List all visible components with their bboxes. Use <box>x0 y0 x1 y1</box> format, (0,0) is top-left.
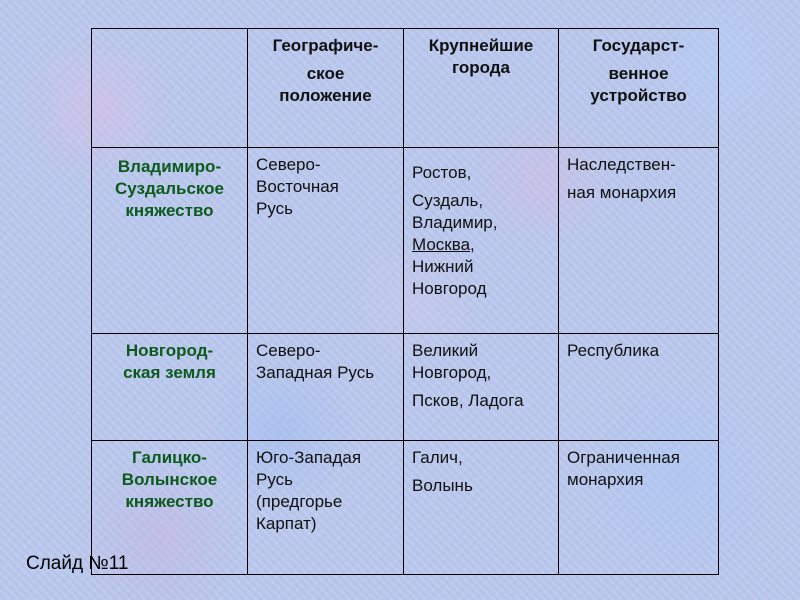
gov-cell <box>559 148 719 334</box>
city-line: Нижний <box>412 257 474 276</box>
header-row <box>92 29 719 148</box>
cities-cell <box>404 148 559 334</box>
header-cities <box>404 29 559 148</box>
city-comma: , <box>470 235 475 254</box>
gov-cell <box>559 334 719 441</box>
geo-line: Северо- <box>256 155 321 174</box>
header-gov-line-1: Государст- <box>592 36 685 55</box>
principalities-table <box>91 28 719 575</box>
city-line: Суздаль, <box>412 191 484 210</box>
city-line: Псков, Ладога <box>412 391 524 410</box>
city-line: Великий <box>412 341 479 360</box>
geo-line: (предгорье <box>256 492 343 511</box>
row-name-line: ская земля <box>123 363 216 382</box>
city-line: Волынь <box>412 476 473 495</box>
geo-line: Русь <box>256 199 294 218</box>
table-row <box>92 148 719 334</box>
geo-line: Северо- <box>256 341 321 360</box>
header-gov-line-3: устройство <box>590 86 687 105</box>
table-row <box>92 334 719 441</box>
city-line-moscow <box>412 234 550 256</box>
header-geo-line-2: ское <box>306 64 345 83</box>
geo-line: Юго-Западая <box>256 448 362 467</box>
city-line: Галич, <box>412 448 463 467</box>
geo-cell <box>248 148 404 334</box>
header-geo-line-3: положение <box>279 86 372 105</box>
city-line: Владимир, <box>412 213 498 232</box>
corner-cell <box>92 29 248 148</box>
city-line: Новгород, <box>412 363 492 382</box>
row-name-line: княжество <box>125 201 214 220</box>
row-name-novgorod <box>92 334 248 441</box>
row-name-vladimir <box>92 148 248 334</box>
header-gov-line-2: венное <box>608 64 669 83</box>
geo-cell <box>248 441 404 575</box>
header-cities-line-1: Крупнейшие <box>428 36 534 55</box>
cities-cell <box>404 441 559 575</box>
row-name-line: Владимиро- <box>117 157 222 176</box>
gov-line: монархия <box>567 470 644 489</box>
header-cities-line-2: города <box>451 58 511 77</box>
gov-line: Наследствен- <box>567 155 676 174</box>
geo-line: Западная Русь <box>256 363 375 382</box>
gov-line: ная монархия <box>567 183 677 202</box>
gov-line: Республика <box>567 341 660 360</box>
header-geo <box>248 29 404 148</box>
table-row <box>92 441 719 575</box>
gov-line: Ограниченная <box>567 448 680 467</box>
city-line: Ростов, <box>412 163 472 182</box>
city-line: Новгород <box>412 279 487 298</box>
gov-cell <box>559 441 719 575</box>
header-geo-line-1: Географиче- <box>272 36 379 55</box>
geo-line: Русь <box>256 470 294 489</box>
slide-number: Слайд №11 <box>26 553 129 574</box>
geo-cell <box>248 334 404 441</box>
row-name-line: Суздальское <box>114 179 225 198</box>
row-name-line: Галицко- <box>132 448 207 467</box>
geo-line: Восточная <box>256 177 339 196</box>
row-name-line: Волынское <box>121 470 218 489</box>
header-gov <box>559 29 719 148</box>
moscow-link[interactable]: Москва <box>412 235 471 254</box>
row-name-line: Новгород- <box>125 341 214 360</box>
cities-cell <box>404 334 559 441</box>
row-name-line: княжество <box>125 492 214 511</box>
geo-line: Карпат) <box>256 514 317 533</box>
